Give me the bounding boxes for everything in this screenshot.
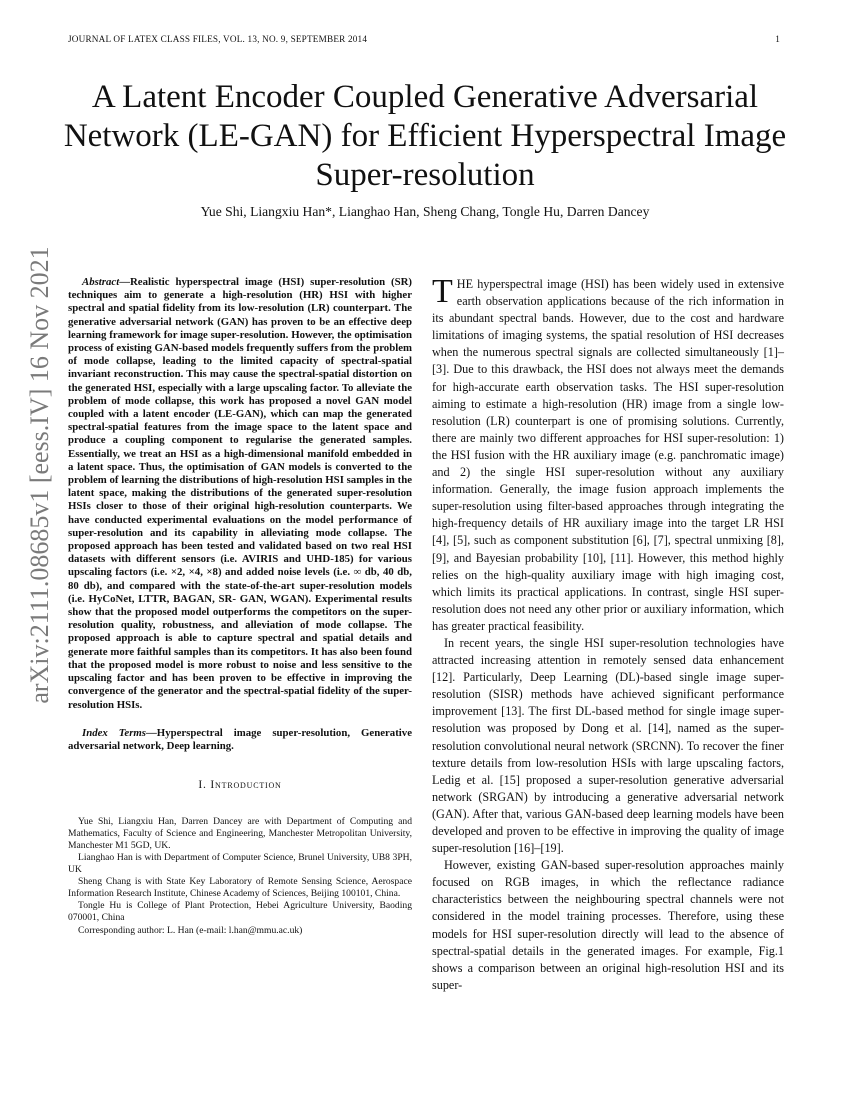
- index-terms-lead: Index Terms: [82, 726, 146, 739]
- drop-cap: T: [432, 273, 453, 310]
- footnote: Tongle Hu is College of Plant Protection, Hebei Agriculture University, Baoding 070001, China: [68, 900, 412, 924]
- footnote: Yue Shi, Liangxiu Han, Darren Dancey are with Department of Computing and Mathematics, Faculty of Science and Engineering, Manchester Metropolitan University, Manchester M1 5GD, UK.: [68, 815, 412, 851]
- right-column: [432, 273, 784, 994]
- intro-paragraph-3: However, existing GAN-based super-resolution approaches mainly focused on RGB images, in which the reflectance radiance characteristics between the neighbouring spectral channels were not considered in the model training processes. Therefore, using these models for HSI super-resolution directly will lead to the absence of spectral-spatial details in the generated images. For example, Fig.1 shows a comparison between an original high-resolution HSI and its super-: [432, 858, 784, 992]
- abstract-lead: Abstract: [82, 276, 120, 288]
- footnote: Corresponding author: L. Han (e-mail: l.han@mmu.ac.uk): [78, 924, 303, 936]
- running-header: [68, 34, 780, 50]
- arxiv-stamp-text: arXiv:2111.08685v1 [eess.IV] 16 Nov 2021: [25, 246, 54, 704]
- footnote: Lianghao Han is with Department of Computer Science, Brunel University, UB8 3PH, UK: [68, 851, 412, 876]
- left-column: [68, 276, 412, 937]
- index-terms: [68, 727, 412, 753]
- intro-paragraph-1-text: HE hyperspectral image (HSI) has been widely used in extensive earth observation applications because of the rich information in its abundant spectral bands. However, due to the cost and hardware limitations of imaging systems, the spatial resolution of HSI decreases when the numerous spectral signals are collected simultaneously [1]–[3]. Due to this drawback, the HSI does not always meet the demands for high-accurate earth observation tasks. The HSI super-resolution aiming to estimate a high-resolution (HR) image from a single low-resolution (LR) counterpart is one of promising solutions. Currently, there are mainly two different approaches for HSI super-resolution: 1) the HSI fusion with the HR auxiliary image (e.g. panchromatic image) and 2) the single HSI super-resolution without any auxiliary information. Generally, the image fusion approach implements the super-resolution using filter-based approaches through integrating the high-frequency details of HR auxiliary image into the target LR HSI [4], [5], such as component substitution [6], [7], spectral unmixing [8], [9], and Bayesian probability [10], [11]. However, this method highly relies on the high-quality auxiliary image with high imaging cost, which limits its practical applications. In contrast, single HSI super-resolution does not need any other prior or auxiliary information, which has greater practical feasibility.: [432, 277, 784, 633]
- author-list: Yue Shi, Liangxiu Han*, Lianghao Han, Sheng Chang, Tongle Hu, Darren Dancey: [200, 204, 650, 219]
- page-number: 1: [775, 34, 780, 44]
- section-heading: I. Introduction: [198, 778, 282, 792]
- abstract-text: —Realistic hyperspectral image (HSI) super-resolution (SR) techniques aim to generate a high-resolution (HR) HSI with higher spectral and spatial fidelity from its low-resolution (LR) counterpart. The generative adversarial network (GAN) has proven to be an effective deep learning framework for image super-resolution. However, the optimisation process of existing GAN-based models frequently suffers from the problem of mode collapse, leading to the limited capacity of spectral-spatial invariant reconstruction. This may cause the spectral-spatial distortion on the generated HSI, especially with a large upscaling factor. To alleviate the problem of mode collapse, this work has proposed a novel GAN model coupled with a latent encoder (LE-GAN), which can map the generated spectral-spatial features from the image space to the latent space and produce a coupling component to regularise the generated samples. Essentially, we treat an HSI as a high-dimensional manifold embedded in a latent space. Thus, the optimisation of GAN models is converted to the problem of learning the distributions of high-resolution HSI samples in the latent space, making the distributions of the generated super-resolution HSIs closer to those of their original high-resolution counterparts. We have conducted experimental evaluations on the model performance of super-resolution and its capability in alleviating mode collapse. The proposed approach has been tested and validated based on two real HSI datasets with different sensors (i.e. AVIRIS and UHD-185) for various upscaling factors (i.e. ×2, ×4, ×8) and added noise levels (i.e. ∞ db, 40 db, 80 db), and compared with the state-of-the-art super-resolution models (i.e. HyCoNet, LTTR, BAGAN, SR- GAN, WGAN). Experimental results show that the proposed model outperforms the competitors on the super-resolution quality, robustness, and alleviation of mode collapse. The proposed approach is able to capture spectral and spatial details and generate more faithful samples than its competitors. It has also been found that the proposed model is more robust to noise and less sensitive to the upscaling factor and has been proven to be effective in improving the convergence of the generator and the spectral-spatial fidelity of the super-resolution HSIs.: [68, 276, 412, 711]
- intro-paragraph-2: In recent years, the single HSI super-resolution technologies have attracted increasing attention in remotely sensed data enhancement [12]. Particularly, Deep Learning (DL)-based single image super-resolution (SISR) methods have achieved significant performance improvement [13]. The first DL-based method for single image super-resolution was proposed by Dong et al. [14], named as the super-resolution convolutional neural network (SRCNN). To recover the finer texture details from low-resolution HSIs with large upscaling factors, Ledig et al. [15] proposed a super-resolution generative adversarial network (SRGAN) by introducing a generative adversarial network (GAN). After that, various GAN-based deep learning models have been developed and proven to be effective in improving the quality of image super-resolution [16]–[19].: [432, 635, 784, 856]
- journal-header: JOURNAL OF LATEX CLASS FILES, VOL. 13, NO. 9, SEPTEMBER 2014: [68, 34, 368, 44]
- paper-title: A Latent Encoder Coupled Generative Adversarial Network (LE-GAN) for Efficient Hyperspectral Image Super-resolution: [63, 79, 787, 193]
- abstract: [68, 276, 412, 712]
- footnote: Sheng Chang is with State Key Laboratory of Remote Sensing Science, Aerospace Information Research Institute, Chinese Academy of Sciences, Beijing 100101, China.: [68, 876, 412, 900]
- intro-paragraph-1: [432, 273, 784, 635]
- arxiv-stamp: [22, 246, 58, 704]
- index-terms-text: —Hyperspectral image super-resolution, Generative adversarial network, Deep learning.: [68, 726, 412, 752]
